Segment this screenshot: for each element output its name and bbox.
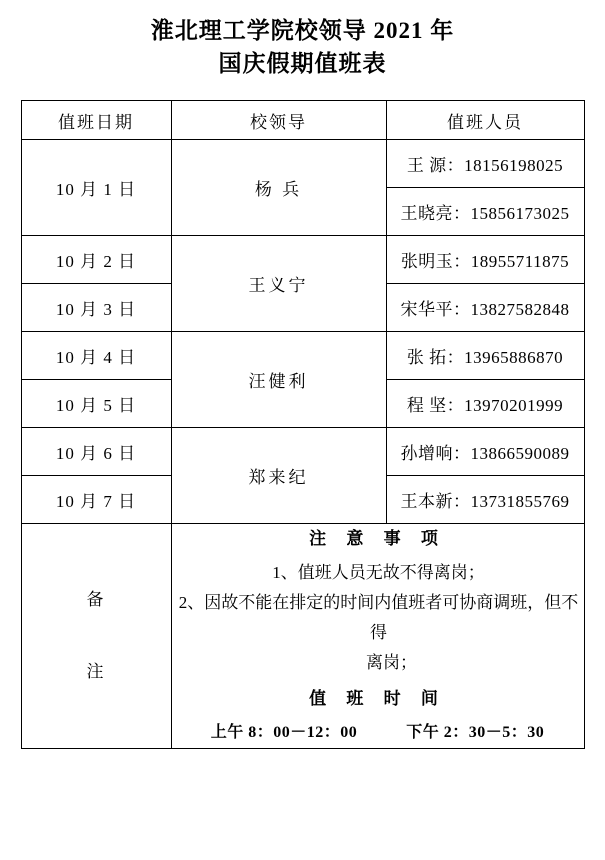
header-school-leader: 校领导 <box>171 101 386 140</box>
table-row <box>21 236 584 284</box>
table-row <box>21 140 584 188</box>
table-row <box>21 428 584 476</box>
page-title-line-2: 国庆假期值班表 <box>218 51 387 76</box>
remark-body <box>171 524 584 749</box>
notice-title: 注 意 事 项 <box>309 529 446 548</box>
page-title <box>0 0 605 80</box>
table-row <box>21 332 584 380</box>
remark-label-line-2: 注 <box>86 662 106 681</box>
duty-date: 10 月 5 日 <box>21 380 171 428</box>
duty-date: 10 月 7 日 <box>21 476 171 524</box>
remark-row <box>21 524 584 749</box>
duty-staff: 张明玉：18955711875 <box>386 236 584 284</box>
remark-label-line-1: 备 <box>86 590 106 609</box>
notice-item-2 <box>172 588 584 678</box>
notice-item-1: 1、值班人员无故不得离岗； <box>272 563 485 582</box>
school-leader: 汪健利 <box>171 332 386 428</box>
duty-staff: 程 坚：13970201999 <box>386 380 584 428</box>
duty-staff: 宋华平：13827582848 <box>386 284 584 332</box>
page-title-line-1: 淮北理工学院校领导 2021 年 <box>150 18 455 43</box>
duty-date: 10 月 1 日 <box>21 140 171 236</box>
header-duty-date: 值班日期 <box>21 101 171 140</box>
duty-date: 10 月 3 日 <box>21 284 171 332</box>
duty-schedule-table <box>21 100 585 749</box>
school-leader: 郑来纪 <box>171 428 386 524</box>
duty-staff: 张 拓：13965886870 <box>386 332 584 380</box>
remark-label <box>21 524 171 749</box>
duty-date: 10 月 2 日 <box>21 236 171 284</box>
duty-time-title: 值 班 时 间 <box>309 689 446 708</box>
notice-item-2-text: 2、因故不能在排定的时间内值班者可协商调班，但不得 <box>178 593 579 642</box>
duty-date: 10 月 4 日 <box>21 332 171 380</box>
header-duty-staff: 值班人员 <box>386 101 584 140</box>
duty-time-row <box>172 718 584 748</box>
duty-time-morning: 上午 8：00－12：00 <box>210 724 358 741</box>
table-header-row <box>21 101 584 140</box>
school-leader: 王义宁 <box>171 236 386 332</box>
duty-time-afternoon: 下午 2：30－5：30 <box>406 724 545 741</box>
duty-staff: 孙增响：13866590089 <box>386 428 584 476</box>
school-leader: 杨 兵 <box>171 140 386 236</box>
duty-staff: 王晓亮：15856173025 <box>386 188 584 236</box>
duty-staff: 王 源：18156198025 <box>386 140 584 188</box>
duty-staff: 王本新：13731855769 <box>386 476 584 524</box>
duty-date: 10 月 6 日 <box>21 428 171 476</box>
notice-item-2-continued: 离岗； <box>366 653 417 672</box>
